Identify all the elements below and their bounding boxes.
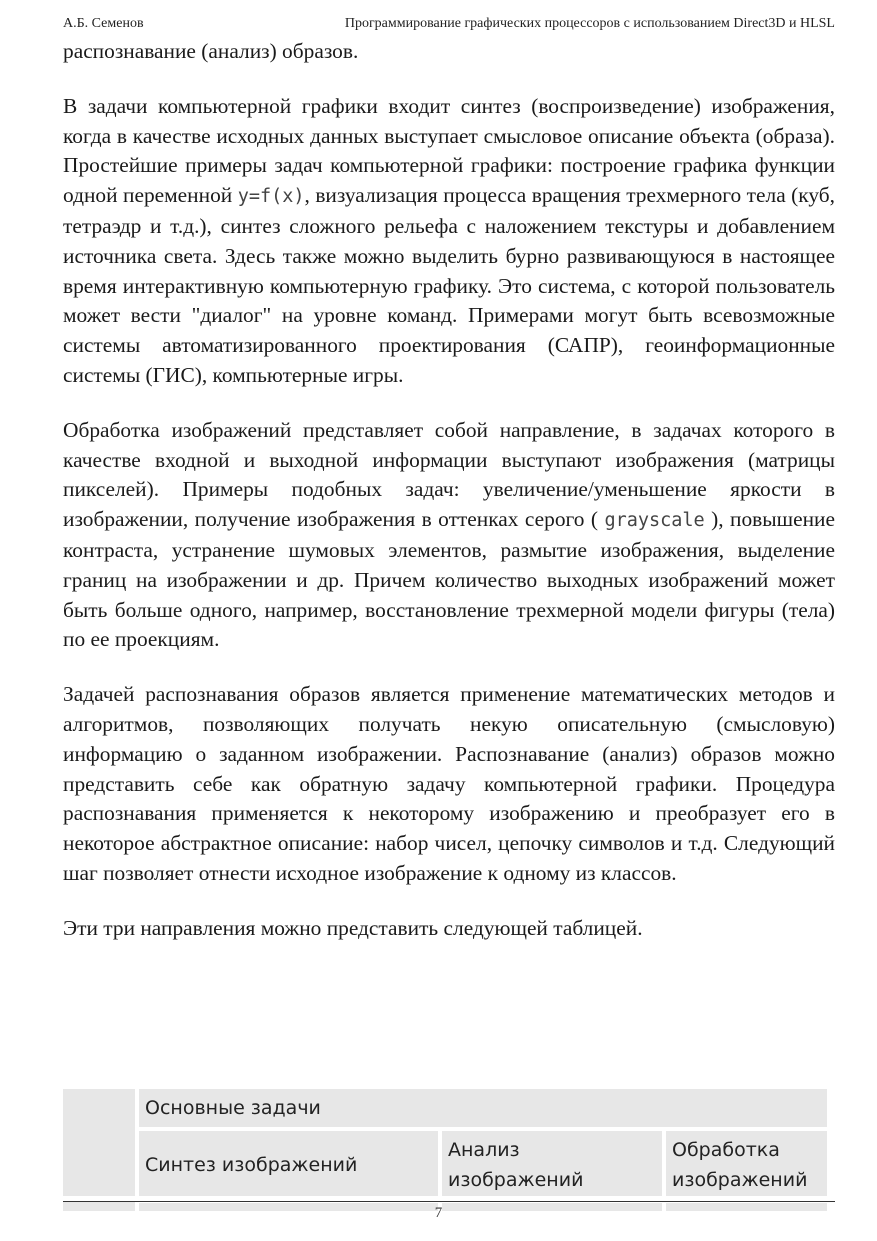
paragraph-continuation xyxy=(63,37,835,67)
inline-code: grayscale xyxy=(604,510,705,532)
paragraph-text: В задачи компьютерной графики входит синтез (воспроизведение) изображения, когда в качестве исходных данных выступает смысловое описание объекта (образа). Простейшие примеры задач компьютерной графики: построение графика функции одной переменной xyxy=(63,93,835,208)
table-column-processing: Обработка изображений xyxy=(666,1131,827,1199)
table-corner-cell xyxy=(63,1089,135,1211)
paragraph-text: Обработка изображений представляет собой направление, в задачах которого в качестве входной и выходной информации выступают изображения (матрицы пикселей). Примеры подобных задач: увеличение/уменьшение яркости в изображении, получение изображения в оттенках серого ( xyxy=(63,417,835,532)
paragraph-graphics xyxy=(63,92,835,391)
paragraph-text: , визуализация процесса вращения трехмерного тела (куб, тетраэдр и т.д.), синтез сложного рельефа с наложением текстуры и добавлением источника света. Здесь также можно выделить бурно развивающуюся в настоящее время интерактивную компьютерную графику. Это система, с которой пользователь может вести "диалог" на уровне команд. Примерами могут быть всевозможные системы автоматизированного проектирования (САПР), геоинформационные системы (ГИС), компьютерные игры. xyxy=(63,183,835,387)
paragraph-table-intro xyxy=(63,914,835,944)
paragraph-text: распознавание (анализ) образов. xyxy=(63,39,359,63)
header-author: А.Б. Семенов xyxy=(63,16,144,31)
table-main-header: Основные задачи xyxy=(139,1089,827,1127)
paragraph-text: ), повышение контраста, устранение шумовых элементов, размытие изображения, выделение границ на изображении и др. Причем количество выходных изображений может быть больше одного, например, восстановление трехмерной модели фигуры (тела) по ее проекциям. xyxy=(63,507,835,652)
table-header-row xyxy=(63,1089,827,1127)
page-header xyxy=(63,16,835,36)
paragraph-recognition xyxy=(63,680,835,889)
header-book-title: Программирование графических процессоров с использованием Direct3D и HLSL xyxy=(344,16,835,31)
inline-code: y=f(x) xyxy=(237,186,305,208)
page-number: 7 xyxy=(434,1205,443,1221)
table-columns-row xyxy=(63,1131,827,1199)
table-column-analysis: Анализ изображений xyxy=(442,1131,662,1199)
footer-divider xyxy=(63,1201,835,1202)
body-text xyxy=(63,37,835,944)
paragraph-text: Эти три направления можно представить следующей таблицей. xyxy=(63,915,643,940)
paragraph-text: Задачей распознавания образов является применение математических методов и алгоритмов, позволяющих получать некую описательную (смысловую) информацию о заданном изображении. Распознавание (анализ) образов можно представить себе как обратную задачу компьютерной графики. Процедура распознавания применяется к некоторому изображению и преобразует его в некоторое абстрактное описание: набор чисел, цепочку символов и т.д. Следующий шаг позволяет отнести исходное изображение к одному из классов. xyxy=(63,682,835,885)
paragraph-processing xyxy=(63,416,835,655)
table-column-synthesis: Синтез изображений xyxy=(139,1131,438,1199)
